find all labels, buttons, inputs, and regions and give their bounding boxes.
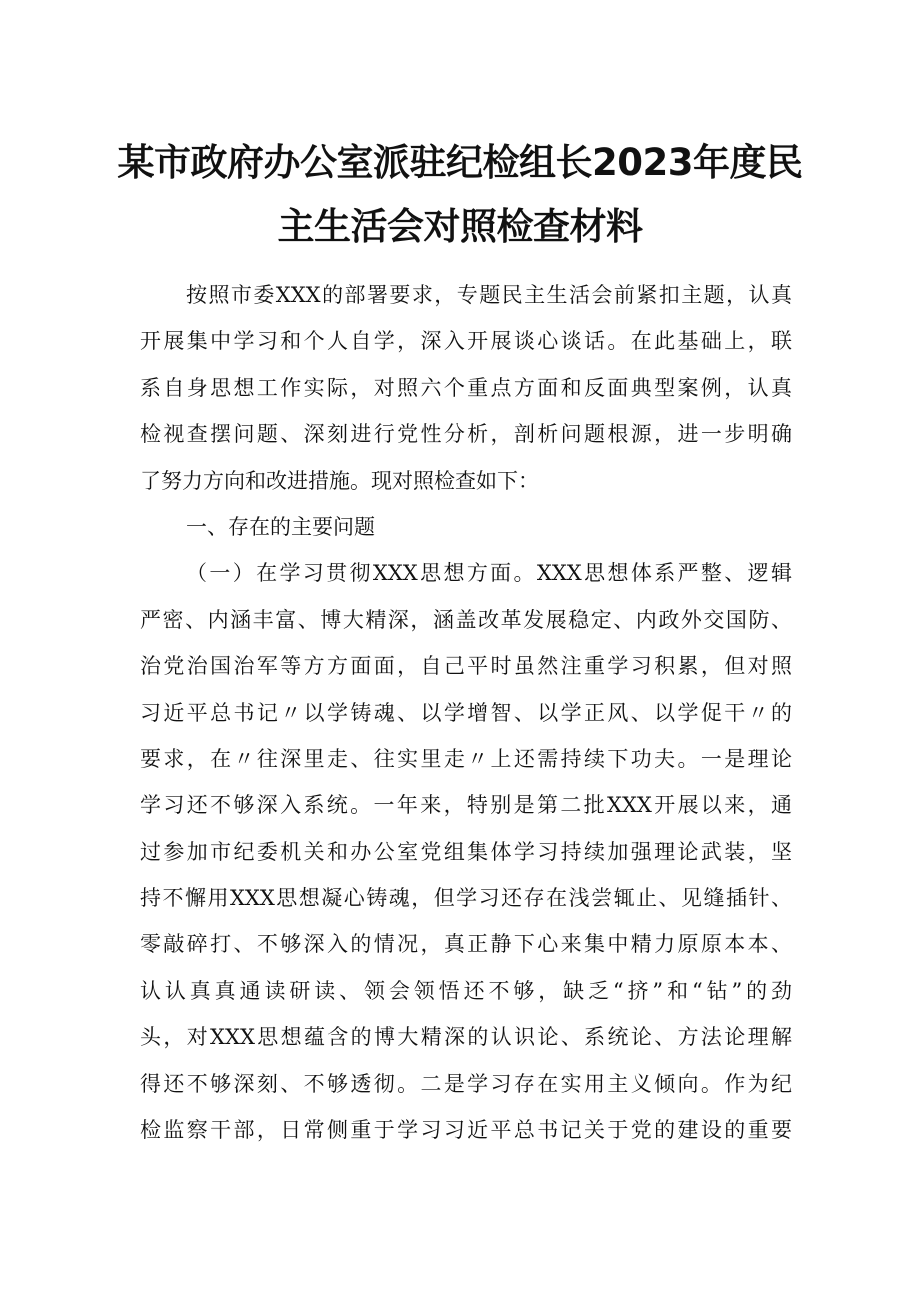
paragraph-2-line: 认认真真通读研读、领会领悟还不够，缺乏“挤”和“钻”的劲 <box>140 978 792 1003</box>
section-heading: 一、存在的主要问题 <box>186 514 375 539</box>
paragraph-2-line: 零敲碎打、不够深入的情况，真正静下心来集中精力原原本本、 <box>140 932 792 957</box>
paragraph-2-line: 持不懈用XXX思想凝心铸魂，但学习还存在浅尝辄止、见缝插针、 <box>140 886 792 911</box>
document-body <box>140 272 792 1153</box>
paragraph-2-line: 习近平总书记〃以学铸魂、以学增智、以学正风、以学促干〃的 <box>140 700 792 725</box>
paragraph-2-line: 严密、内涵丰富、博大精深，涵盖改革发展稳定、内政外交国防、 <box>140 607 792 632</box>
paragraph-1-line: 系自身思想工作实际，对照六个重点方面和反面典型案例，认真 <box>140 375 792 400</box>
paragraph-2-line: 检监察干部，日常侧重于学习习近平总书记关于党的建设的重要 <box>140 1118 792 1143</box>
paragraph-2-line: 得还不够深刻、不够透彻。二是学习存在实用主义倾向。作为纪 <box>140 1071 792 1096</box>
paragraph-2-line: 头，对XXX思想蕴含的博大精深的认识论、系统论、方法论理解 <box>140 1025 792 1050</box>
paragraph-1-line: 了努力方向和改进措施。现对照检查如下： <box>140 468 539 493</box>
paragraph-2-line: 学习还不够深入系统。一年来，特别是第二批XXX开展以来，通 <box>140 793 792 818</box>
paragraph-1-line: 开展集中学习和个人自学，深入开展谈心谈话。在此基础上，联 <box>140 329 792 354</box>
paragraph-2-line: （一）在学习贯彻XXX思想方面。XXX思想体系严整、逻辑 <box>186 561 792 586</box>
paragraph-2-line: 过参加市纪委机关和办公室党组集体学习持续加强理论武装，坚 <box>140 839 792 864</box>
paragraph-1-line: 检视查摆问题、深刻进行党性分析，剖析问题根源，进一步明确 <box>140 422 792 447</box>
paragraph-2-line: 要求，在〃往深里走、往实里走〃上还需持续下功夫。一是理论 <box>140 746 792 771</box>
paragraph-2-line: 治党治国治军等方方面面，自己平时虽然注重学习积累，但对照 <box>140 654 792 679</box>
document-title-line-2: 主生活会对照检查材料 <box>277 205 643 248</box>
document-title-line-1: 某市政府办公室派驻纪检组长2023年度民 <box>117 141 803 184</box>
paragraph-1-line: 按照市委XXX的部署要求，专题民主生活会前紧扣主题，认真 <box>186 283 792 307</box>
